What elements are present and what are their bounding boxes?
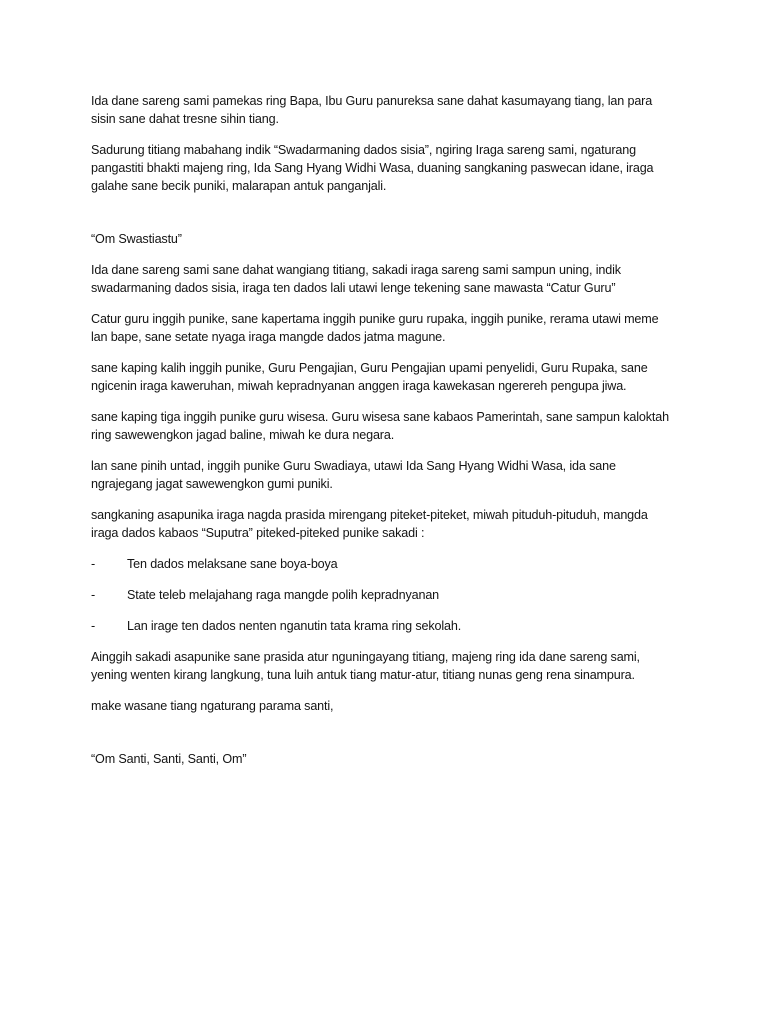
bullet-dash: -: [91, 557, 96, 571]
document-body: [91, 92, 681, 781]
bullet-dash: -: [91, 588, 96, 602]
apology-paragraph: Ainggih sakadi asapunike sane prasida atur nguningayang titiang, majeng ring ida dane sareng sami, yening wenten kirang langkung, tuna luih antuk tiang matur-atur, titiang nunas geng rena sinampura.: [91, 650, 640, 682]
guru-wisesa-paragraph: sane kaping tiga inggih punike guru wisesa. Guru wisesa sane kabaos Pamerintah, sane sampun kaloktah ring sawewengkon jagad baline, miwah ke dura negara.: [91, 410, 669, 442]
opening-paragraph: Ida dane sareng sami pamekas ring Bapa, Ibu Guru panureksa sane dahat kasumayang tiang, lan para sisin sane dahat tresne sihin tiang.: [91, 94, 653, 126]
greeting-line: “Om Swastiastu”: [91, 232, 182, 246]
bullet-item: [91, 555, 681, 573]
bullet-text: Ten dados melaksane sane boya-boya: [127, 557, 338, 571]
bullet-item: [91, 617, 681, 635]
guru-swadiaya-paragraph: lan sane pinih untad, inggih punike Guru Swadiaya, utawi Ida Sang Hyang Widhi Wasa, ida sane ngrajegang jagat sawewengkon gumi puniki.: [91, 459, 616, 491]
bullet-text: Lan irage ten dados nenten nganutin tata krama ring sekolah.: [127, 619, 462, 633]
prayer-paragraph: Sadurung titiang mabahang indik “Swadarmaning dados sisia”, ngiring Iraga sareng sami, ngaturang pangastiti bhakti majeng ring, Ida Sang Hyang Widhi Wasa, duaning sangkaning paswecan idane, iraga galahe sane becik puniki, malarapan antuk panganjali.: [91, 143, 654, 193]
piteket-paragraph: sangkaning asapunika iraga nagda prasida mirengang piteket-piteket, miwah pituduh-pituduh, mangda iraga dados kabaos “Suputra” piteked-piteked punike sakadi :: [91, 508, 648, 540]
bullet-item: [91, 586, 681, 604]
guru-pengajian-paragraph: sane kaping kalih inggih punike, Guru Pengajian, Guru Pengajian upami penyelidi, Guru Rupaka, sane ngicenin iraga kaweruhan, miwah kepradnyanan anggen iraga kawekasan ngerereh pengupa jiwa.: [91, 361, 648, 393]
bullet-text: State teleb melajahang raga mangde polih kepradnyanan: [127, 588, 440, 602]
spacer: [91, 728, 681, 750]
guru-rupaka-paragraph: Catur guru inggih punike, sane kapertama inggih punike guru rupaka, inggih punike, rerama utawi meme lan bape, sane setate nyaga iraga mangde dados jatma magune.: [91, 312, 659, 344]
closing-line: “Om Santi, Santi, Santi, Om”: [91, 752, 247, 766]
closing-intro-line: make wasane tiang ngaturang parama santi,: [91, 699, 334, 713]
bullet-dash: -: [91, 619, 96, 633]
spacer: [91, 208, 681, 230]
catur-guru-intro-paragraph: Ida dane sareng sami sane dahat wangiang titiang, sakadi iraga sareng sami sampun uning, indik swadarmaning dados sisia, iraga ten dados lali utawi lenge tekening sane mawasta “Catur Guru”: [91, 263, 621, 295]
